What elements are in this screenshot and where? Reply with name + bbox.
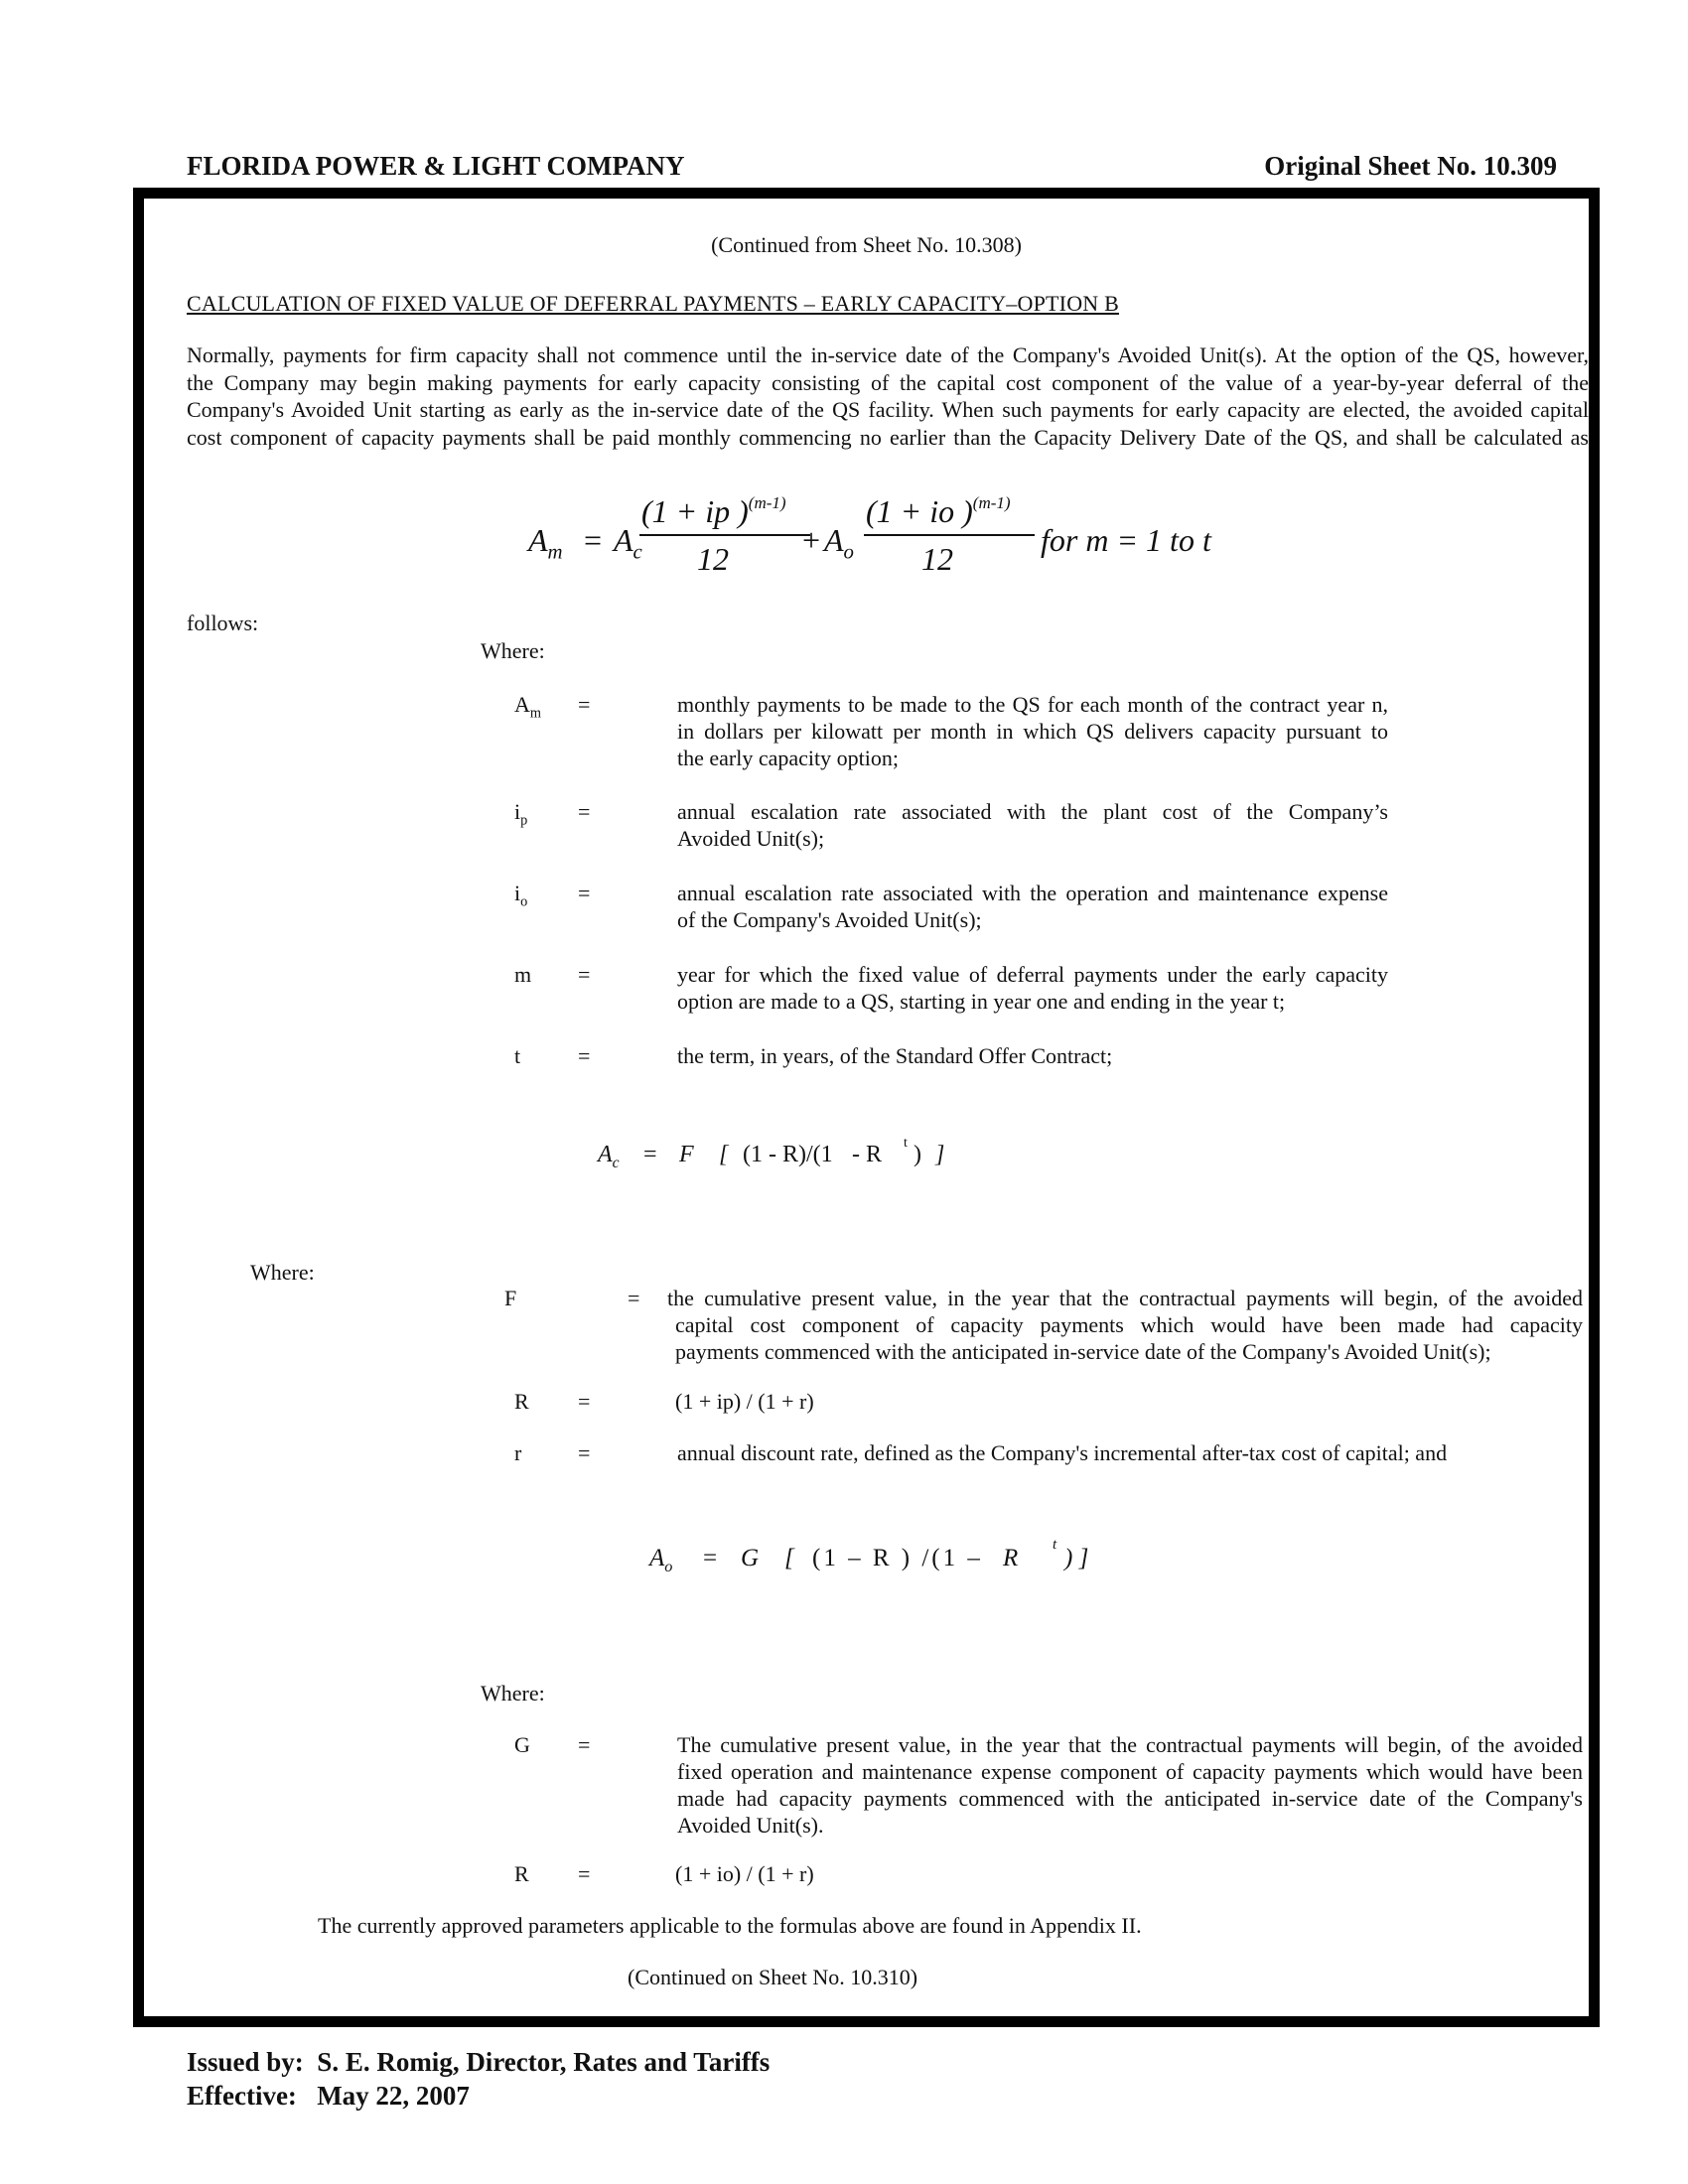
def-symbol: $i_o$ xyxy=(514,881,528,910)
def-text: year for which the fixed value of deferral payments under the early capacity option are made to a QS, starting in year one and ending in the year t; xyxy=(677,962,1388,1014)
effective-label: Effective: xyxy=(187,2081,297,2111)
def-symbol: $i_p$ xyxy=(514,799,528,829)
def-text: annual escalation rate associated with the operation and maintenance expense of the Company's Avoided Unit(s); xyxy=(677,881,1388,932)
continued-from: (Continued from Sheet No. 10.308) xyxy=(711,232,1022,257)
def-equals: = xyxy=(578,1861,591,1886)
formula-am-num1: (1 + ip )$^{(m-1)}$ xyxy=(641,493,786,529)
def-equals: = xyxy=(578,1732,591,1757)
issued-by-value: S. E. Romig, Director, Rates and Tariffs xyxy=(317,2047,771,2077)
formula-am-plus: + xyxy=(802,522,821,558)
def-symbol: $A_m$ xyxy=(514,692,542,722)
where-label: Where: xyxy=(481,638,545,663)
def-equals: = xyxy=(578,692,591,717)
issued-by-row xyxy=(187,2045,770,2079)
intro-line: cost component of capacity payments shall be paid monthly commencing no earlier than the Capacity Delivery Date of the QS, and shall be calculated as xyxy=(187,424,1589,450)
def-equals: = xyxy=(578,962,591,987)
def-text: The cumulative present value, in the year that the contractual payments will begin, of the avoided fixed operation and maintenance expense component of capacity payments which would have been made had capacity payments commenced with the anticipated in-service date of the Company's Avoided Unit(s). xyxy=(677,1732,1583,1838)
intro-line: Company's Avoided Unit starting as early as the in-service date of the QS facility. When such payments for early capacity are elected, the avoided capital xyxy=(187,397,1589,422)
def-text: monthly payments to be made to the QS for each month of the contract year n, in dollars per kilowatt per month in which QS delivers capacity pursuant to the early capacity option; xyxy=(677,692,1388,770)
formula-am-condition: for m = 1 to t xyxy=(1041,522,1211,558)
formula-ac: $A_c$ = F [ (1 - R)/(1 - R t ) ] xyxy=(598,1136,945,1171)
def-text: (1 + ip) / (1 + r) xyxy=(675,1389,814,1414)
formula-am-den1: 12 xyxy=(697,541,729,577)
intro-line: the Company may begin making payments for early capacity consisting of the capital cost component of the value of a year-by-year deferral of the xyxy=(187,369,1589,395)
def-text: annual escalation rate associated with the plant cost of the Company’s Avoided Unit(s); xyxy=(677,799,1388,851)
formula-am-ao: $A_o$ xyxy=(824,522,854,564)
def-equals: = xyxy=(578,1389,591,1414)
follows-label: follows: xyxy=(187,611,259,635)
def-equals: = xyxy=(628,1286,640,1310)
fraction-line-1 xyxy=(639,534,810,536)
company-name: FLORIDA POWER & LIGHT COMPANY xyxy=(187,151,685,181)
formula-ao: $A_o$ = G [ (1 – R ) /(1 – R t ) ] xyxy=(649,1537,1089,1575)
formula-am-lhs: $A_m$ xyxy=(528,522,563,564)
intro-line: Normally, payments for firm capacity shall not commence until the in-service date of the Company's Avoided Unit(s). At the option of the QS, however, xyxy=(187,342,1589,367)
def-symbol: R xyxy=(514,1861,529,1886)
effective-value: May 22, 2007 xyxy=(317,2081,470,2111)
def-symbol: G xyxy=(514,1732,530,1757)
def-equals: = xyxy=(578,799,591,824)
def-text: the cumulative present value, in the year that the contractual payments will begin, of the avoided capital cost component of capacity payments which would have been made had capacity payments commenced with the anticipated in-service date of the Company's Avoided Unit(s); xyxy=(667,1286,1583,1364)
fraction-line-2 xyxy=(864,534,1035,536)
def-equals: = xyxy=(578,1440,591,1465)
formula-am-ac: $A_c$ xyxy=(614,522,642,564)
formula-am-den2: 12 xyxy=(921,541,953,577)
def-equals: = xyxy=(578,1043,591,1068)
def-symbol: t xyxy=(514,1043,521,1068)
def-symbol: m xyxy=(514,962,532,987)
issued-by-label: Issued by: xyxy=(187,2047,304,2077)
formula-am xyxy=(516,491,1271,591)
sheet-number: Original Sheet No. 10.309 xyxy=(1264,151,1557,181)
def-text: the term, in years, of the Standard Offer Contract; xyxy=(677,1043,1113,1068)
intro-paragraph xyxy=(187,341,1589,451)
formula-am-num2: (1 + io )$^{(m-1)}$ xyxy=(866,493,1011,529)
def-text: annual discount rate, defined as the Company's incremental after-tax cost of capital; and xyxy=(677,1440,1448,1465)
def-text: (1 + io) / (1 + r) xyxy=(675,1861,814,1886)
def-equals: = xyxy=(578,881,591,905)
def-symbol: R xyxy=(514,1389,529,1414)
closing-statement: The currently approved parameters applicable to the formulas above are found in Appendix II. xyxy=(318,1913,1142,1938)
section-heading: CALCULATION OF FIXED VALUE OF DEFERRAL PAYMENTS – EARLY CAPACITY–OPTION B xyxy=(187,291,1119,316)
where-label-2: Where: xyxy=(250,1260,315,1285)
effective-row xyxy=(187,2079,770,2113)
def-symbol: F xyxy=(504,1286,517,1310)
continued-on: (Continued on Sheet No. 10.310) xyxy=(628,1965,918,1989)
def-symbol: r xyxy=(514,1440,522,1465)
formula-am-eq: = xyxy=(584,522,603,558)
footer xyxy=(187,2045,770,2113)
where-label-3: Where: xyxy=(481,1681,545,1706)
